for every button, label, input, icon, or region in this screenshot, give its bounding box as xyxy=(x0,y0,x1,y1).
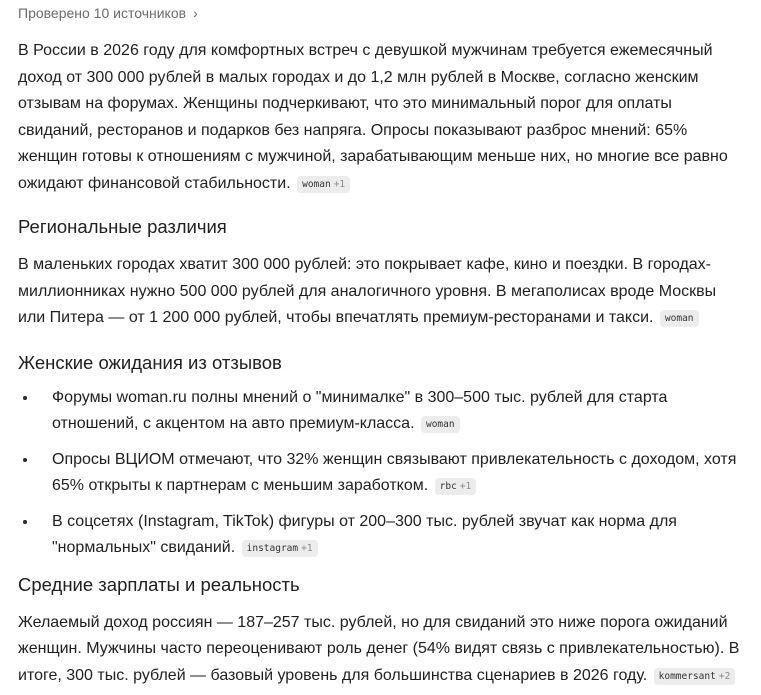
citation-chip[interactable] xyxy=(660,310,699,327)
citation-more: +2 xyxy=(718,670,731,682)
citation-more: +1 xyxy=(301,543,313,554)
citation-label: kommersant xyxy=(658,670,716,682)
section-heading-expectations: Женские ожидания из отзывов xyxy=(18,351,282,373)
citation-label: woman xyxy=(302,178,331,190)
intro-paragraph xyxy=(18,38,745,197)
citation-label: instagram xyxy=(246,543,299,554)
salary-text: Желаемый доход россиян — 187–257 тыс. рублей, но для свиданий это ниже порога ожиданий женщин. Мужчины часто переоценивают роль денег (54% видят связь с привлекательностью). В итоге, 300 тыс. рублей — базовый уровень для большинства сценариев в 2026 году. xyxy=(18,613,740,684)
list-item xyxy=(38,447,745,500)
list-item xyxy=(38,509,745,562)
chevron-right-icon: › xyxy=(193,5,198,21)
list-item-text: Форумы woman.ru полны мнений о "минималке" в 300–500 тыс. рублей для старта отношений, с акцентом на авто премиум-класса. xyxy=(52,388,668,432)
citation-chip[interactable] xyxy=(654,668,736,685)
citation-chip[interactable] xyxy=(421,416,460,433)
regional-text: В маленьких городах хватит 300 000 рублей: это покрывает кафе, кино и поездки. В городах-миллионниках нужно 500 000 рублей для аналогичного уровня. В мегаполисах вроде Москвы или Питера — от 1 200 000 рублей, чтобы впечатлять премиум-ресторанами и такси. xyxy=(18,256,717,326)
list-item-text: В соцсетях (Instagram, TikTok) фигуры от 200–300 тыс. рублей звучат как норма для "нормальных" свиданий. xyxy=(52,512,677,556)
regional-paragraph xyxy=(18,252,745,332)
section-heading-regional: Региональные различия xyxy=(18,216,227,237)
citation-label: woman xyxy=(664,313,694,324)
citation-chip[interactable] xyxy=(297,176,350,193)
citation-more: +1 xyxy=(459,481,472,492)
expectations-list xyxy=(18,385,745,562)
citation-more: +1 xyxy=(333,178,346,190)
sources-label: Проверено 10 источников xyxy=(18,5,187,21)
salary-paragraph xyxy=(18,610,745,690)
list-item xyxy=(38,385,745,438)
sources-toggle[interactable] xyxy=(18,0,745,26)
citation-chip[interactable] xyxy=(242,540,318,557)
intro-text: В России в 2026 году для комфортных встреч с девушкой мужчинам требуется ежемесячный доход от 300 000 рублей в малых городах и до 1,2 млн рублей в Москве, согласно женским отзывам на форумах. Женщины подчеркивают, что это минимальный порог для оплаты свиданий, ресторанов и подарков без напряга. Опросы показывают разброс мнений: 65% женщин готовы к отношениям с мужчиной, зарабатывающим меньше них, но многие все равно ожидают финансовой стабильности. xyxy=(18,42,728,192)
citation-label: rbc xyxy=(439,481,457,492)
list-item-text: Опросы ВЦИОМ отмечают, что 32% женщин связывают привлекательность с доходом, хотя 65% открыты к партнерам с меньшим заработком. xyxy=(52,450,737,494)
citation-chip[interactable] xyxy=(435,478,477,495)
section-heading-salary: Средние зарплаты и реальность xyxy=(18,573,300,595)
citation-label: woman xyxy=(425,419,455,430)
